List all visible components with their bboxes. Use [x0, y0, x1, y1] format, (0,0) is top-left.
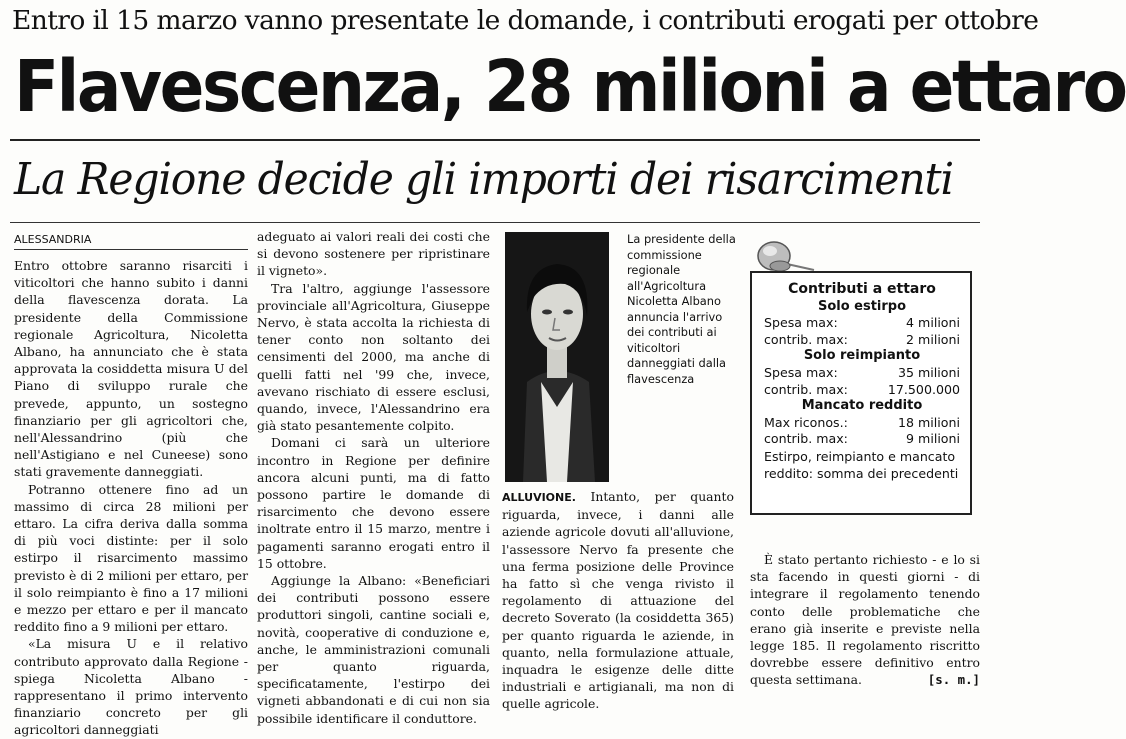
paragraph-text: Intanto, per quanto riguarda, invece, i danni alle aziende agricole dovuti all'alluvione, l'assessore Nervo fa presente che una ferma posizione delle Province ha fatto sì che venga rivisto il regolamento di attuazione del decreto Soverato (la cosiddetta 365) per quanto riguarda le aziende, in quanto, nella formulazione attuale, inquadra le esigenze delle ditte industriali e artigianali, ma non di quelle agricole.: [502, 489, 734, 712]
box-value: 2 milioni: [906, 331, 960, 347]
author-signature: [s. m.]: [927, 672, 980, 688]
dateline: ALESSANDRIA: [14, 233, 248, 250]
box-value: 4 milioni: [906, 315, 960, 331]
box-label: contrib. max:: [764, 381, 848, 397]
paragraph: Tra l'altro, aggiunge l'assessore provinciale all'Agricoltura, Giuseppe Nervo, è stata accolta la richiesta di tener conto non soltanto dei censimenti del 2000, ma anche di quelli fatti nel '99 che, invece, avevano rischiato di essere esclusi, quando, invece, l'Alessandrino era già stato pesantemente colpito.: [257, 280, 490, 434]
box-row: [764, 415, 960, 432]
overtitle: Entro il 15 marzo vanno presentate le domande, i contributi erogati per ottobre: [12, 5, 1039, 36]
paragraph: Aggiunge la Albano: «Beneficiari dei contributi possono essere produttori singoli, cantine sociali e, novità, cooperative di conduzione e, anche, le amministrazioni comunali per quanto riguarda, specificatamente, l'estirpo dei vigneti abbandonati e di cui non sia possibile identificare il conduttore.: [257, 573, 490, 726]
box-section-heading: Solo estirpo: [817, 298, 907, 314]
box-row: [764, 315, 960, 332]
paragraph: Entro ottobre saranno risarciti i viticoltori che hanno subito i danni della flavescenza dorata. La presidente della Commissione regionale Agricoltura, Nicoletta Albano, ha annunciato che è stata approvata la cosiddetta misura U del Piano di sviluppo rurale che prevede, appunto, un sostegno finanziario per gli agricoltori che, nell'Alessandrino (più che nell'Astigiano e nel Cuneese) sono stati gravemente danneggiati.: [14, 258, 248, 480]
article-column-3: [502, 488, 734, 712]
box-label: Spesa max:: [764, 364, 838, 380]
section-lead: ALLUVIONE.: [502, 491, 576, 504]
box-row: [764, 382, 960, 399]
paragraph: Domani ci sarà un ulteriore incontro in Regione per definire ancora alcuni punti, ma di fatto possono partire le domande di risarcimento che devono essere inoltrate entro il 15 marzo, mentre i pagamenti saranno erogati entro il 15 ottobre.: [257, 435, 490, 571]
paragraph: adeguato ai valori reali dei costi che si devono sostenere per ripristinare il vigneto».: [257, 229, 490, 279]
box-label: Max riconos.:: [764, 414, 848, 430]
article-column-2: [257, 228, 490, 726]
box-label: contrib. max:: [764, 431, 848, 447]
portrait-photo: [505, 232, 609, 482]
box-row: [764, 431, 960, 448]
box-value: 17.500.000: [887, 381, 960, 397]
divider: [10, 139, 980, 141]
box-label: Spesa max:: [764, 315, 838, 331]
subheadline: La Regione decide gli importi dei risarcimenti: [14, 154, 953, 205]
paragraph: [502, 488, 734, 713]
divider: [10, 222, 980, 223]
box-value: 35 milioni: [898, 364, 960, 380]
box-value: 18 milioni: [898, 414, 960, 430]
photo-caption: La presidente della commissione regionale all'Agricoltura Nicoletta Albano annuncia l'arrivo dei contributi ai viticoltori danneggiati dalla flavescenza: [627, 232, 736, 386]
box-section-heading: Mancato reddito: [801, 398, 923, 414]
box-note: Estirpo, reimpianto e mancato reddito: somma dei precedenti: [764, 448, 959, 481]
box-row: [764, 365, 960, 382]
box-label: contrib. max:: [764, 331, 848, 347]
headline: Flavescenza, 28 milioni a ettaro: [14, 45, 1126, 128]
box-title: Contributi a ettaro: [788, 281, 936, 297]
portrait-illustration: [505, 232, 609, 482]
box-row: [764, 332, 960, 349]
paragraph-text: È stato pertanto richiesto - e lo si sta facendo in questi giorni - di integrare il regolamento tenendo conto delle problematiche che erano già inserite e previste nella legge 185. Il regolamento riscritto dovrebbe essere definitivo entro questa settimana.: [750, 552, 980, 688]
paragraph: «La misura U e il relativo contributo approvato dalla Regione - spiega Nicoletta Albano - rappresentano il primo intervento finanziario concreto per gli agricoltori danneggiati: [14, 636, 248, 738]
box-value: 9 milioni: [906, 431, 960, 447]
article-column-4: [750, 551, 980, 691]
paragraph: Potranno ottenere fino ad un massimo di circa 28 milioni per ettaro. La cifra deriva dalla somma di più voci distinte: per il solo estirpo il risarcimento massimo previsto è di 2 milioni per ettaro, per il solo reimpianto è fino a 17 milioni e mezzo per ettaro e per il mancato reddito fino a 9 milioni per ettaro.: [14, 481, 248, 635]
paragraph: [750, 551, 980, 689]
contributions-box: [750, 271, 972, 515]
article-column-1: [14, 257, 248, 738]
box-section-heading: Solo reimpianto: [803, 348, 921, 364]
